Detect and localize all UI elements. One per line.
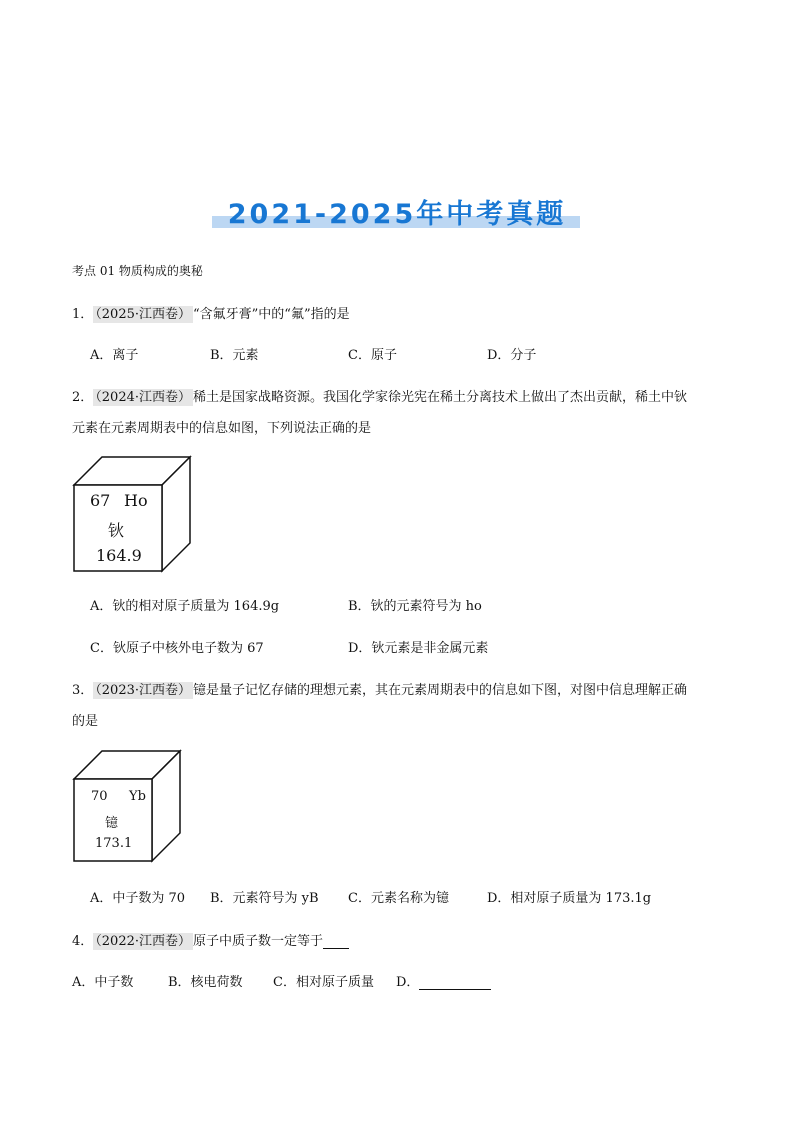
atomic-number: 70 [91,789,108,804]
option-b: B．元素 [210,348,259,363]
atomic-mass: 164.9 [96,546,142,565]
option-c: C．元素名称为镱 [348,891,449,906]
option-b: B．核电荷数 [168,975,243,990]
question-number: 1． [72,307,94,322]
topic-heading: 考点 01 物质构成的奥秘 [72,264,203,278]
question-number: 4． [72,934,94,949]
option-b: B．元素符号为 yB [210,891,319,906]
question-text: 原子中质子数一定等于 [193,934,324,949]
option-d [396,971,491,990]
element-symbol: Yb [129,789,146,804]
option-d: D．相对原子质量为 173.1g [487,891,652,906]
question-3-line2: 的是 [72,714,99,729]
question-text: “含氟牙膏”中的“氟”指的是 [193,307,350,322]
question-number: 3． [72,683,94,698]
option-a: A．离子 [90,348,139,363]
source-tag: （2024·江西卷） [95,390,191,405]
answer-blank [323,936,349,949]
source-tag: （2023·江西卷） [95,683,191,698]
title-container [0,192,794,231]
option-d: D．分子 [487,348,537,363]
atomic-mass: 173.1 [95,836,133,851]
source-tag: （2022·江西卷） [95,934,191,949]
option-d: D．钬元素是非金属元素 [348,641,489,656]
option-a: A．中子数为 70 [90,891,186,906]
element-symbol: Ho [124,491,148,510]
page-title: 2021-2025年中考真题 [227,199,567,230]
question-1 [72,303,350,322]
option-b: B．钬的元素符号为 ho [348,599,482,614]
source-tag: （2025·江西卷） [95,307,191,322]
answer-blank [419,977,491,990]
option-c: C．钬原子中核外电子数为 67 [90,641,264,656]
atomic-number: 67 [90,491,111,510]
option-c: C．原子 [348,348,397,363]
question-text: 镱是量子记忆存储的理想元素，其在元素周期表中的信息如下图，对图中信息理解正确 [193,683,688,698]
option-a: A．钬的相对原子质量为 164.9g [90,599,280,614]
question-text: 稀土是国家战略资源。我国化学家徐光宪在稀土分离技术上做出了杰出贡献，稀土中钬 [193,390,688,405]
element-name: 镱 [105,816,119,831]
question-number: 2． [72,390,94,405]
option-d-label: D． [396,975,420,990]
question-4 [72,930,349,949]
option-a: A．中子数 [72,975,134,990]
option-c: C．相对原子质量 [273,975,374,990]
question-3 [72,679,687,698]
question-2 [72,386,687,405]
question-2-line2: 元素在元素周期表中的信息如图，下列说法正确的是 [72,421,372,436]
element-name: 钬 [108,521,125,540]
